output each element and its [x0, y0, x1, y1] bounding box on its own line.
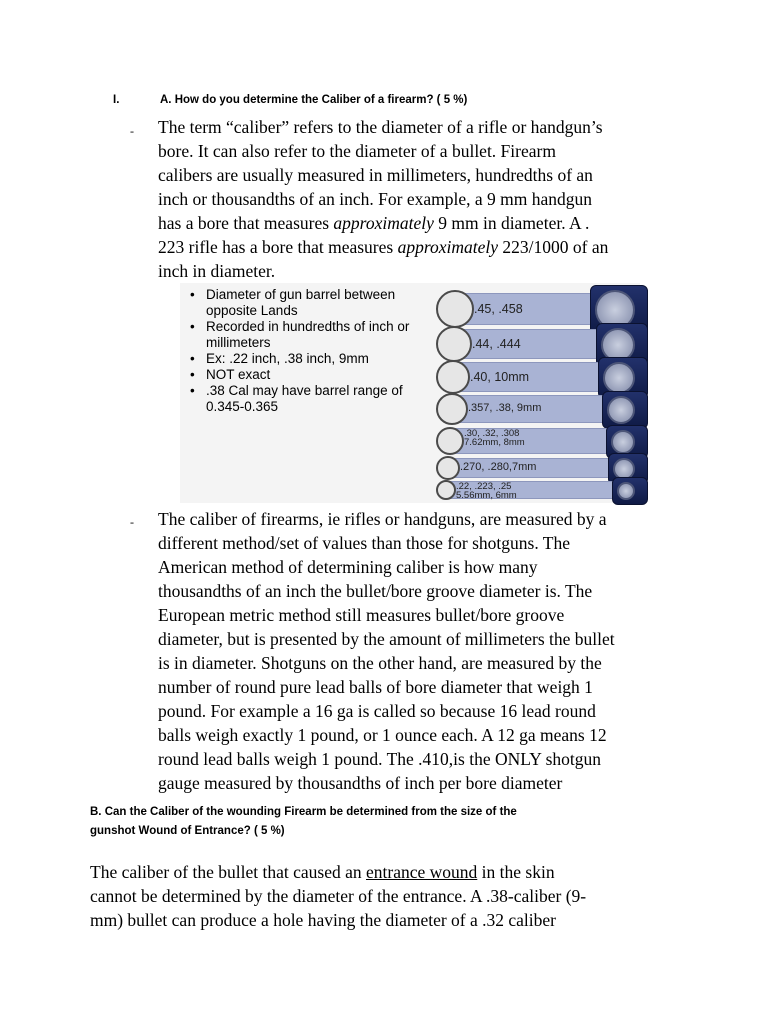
bullet-diameter-circle [436, 480, 456, 500]
paragraph-line: balls weigh exactly 1 pound, or 1 ounce each. A 12 ga means 12 [158, 725, 607, 745]
caliber-row [436, 458, 636, 478]
bullet-diameter-circle [436, 360, 470, 394]
gun-barrel-icon [602, 391, 648, 429]
caliber-methods-paragraph [158, 507, 698, 795]
barrel-bore-icon [611, 430, 635, 454]
caliber-label: .40, 10mm [470, 370, 530, 384]
paragraph-line: calibers are usually measured in millimeters, hundredths of an [158, 165, 593, 185]
caliber-label: .22, .223, .25 5.56mm, 6mm [456, 481, 517, 501]
bullet-diameter-circle [436, 326, 472, 362]
section-number: I. [113, 94, 120, 106]
caliber-label: .270, .280,7mm [460, 461, 537, 473]
wound-paragraph-line: mm) bullet can produce a hole having the diameter of a .32 caliber [90, 910, 556, 930]
paragraph-line: diameter, but is presented by the amount of millimeters the bullet [158, 629, 615, 649]
paragraph-line: The caliber of firearms, ie rifles or handguns, are measured by a [158, 509, 607, 529]
bullet-diameter-circle [436, 290, 474, 328]
caliber-definition-paragraph [158, 115, 698, 283]
paragraph-line: The term “caliber” refers to the diameter of a rifle or handgun’s [158, 117, 603, 137]
caliber-bullet-list [184, 287, 432, 415]
question-b-heading-line2: gunshot Wound of Entrance? ( 5 %) [90, 825, 285, 837]
caliber-bullet-item: • NOT exact [184, 367, 432, 383]
caliber-diagram [180, 283, 640, 503]
caliber-row [436, 481, 636, 499]
entrance-wound-link[interactable]: entrance wound [366, 862, 478, 882]
paragraph-line: bore. It can also refer to the diameter of a bullet. Firearm [158, 141, 556, 161]
caliber-bullet-item: • Recorded in hundredths of inch or millimeters [184, 319, 432, 351]
paragraph-line: gauge measured by thousandths of inch per bore diameter [158, 773, 563, 793]
paragraph-line: different method/set of values than those for shotguns. The [158, 533, 570, 553]
list-marker: - [130, 124, 134, 138]
paragraph-line: thousandths of an inch the bullet/bore groove diameter is. The [158, 581, 593, 601]
wound-paragraph-line: The caliber of the bullet that caused an entrance wound in the skin [90, 862, 555, 882]
bullet-diameter-circle [436, 427, 464, 455]
caliber-row [436, 329, 636, 359]
paragraph-line: number of round pure lead balls of bore diameter that weigh 1 [158, 677, 593, 697]
caliber-row [436, 362, 636, 392]
paragraph-line: American method of determining caliber is how many [158, 557, 538, 577]
barrel-bore-icon [603, 362, 635, 394]
caliber-row [436, 293, 636, 325]
wound-paragraph-line: cannot be determined by the diameter of the entrance. A .38-caliber (9- [90, 886, 587, 906]
caliber-row [436, 428, 636, 454]
barrel-bore-icon [607, 396, 635, 424]
barrel-bore-icon [617, 482, 635, 500]
paragraph-line: inch or thousandths of an inch. For example, a 9 mm handgun [158, 189, 593, 209]
paragraph-line: pound. For example a 16 ga is called so because 16 lead round [158, 701, 596, 721]
paragraph-line: round lead balls weigh 1 pound. The .410,is the ONLY shotgun [158, 749, 601, 769]
bullet-diameter-circle [436, 393, 468, 425]
paragraph-line: European metric method still measures bullet/bore groove [158, 605, 565, 625]
caliber-label: .45, .458 [474, 302, 523, 316]
caliber-label: .357, .38, 9mm [468, 402, 542, 414]
paragraph-line: inch in diameter. [158, 261, 276, 281]
paragraph-line: is in diameter. Shotguns on the other hand, are measured by the [158, 653, 602, 673]
caliber-bullet-item: • .38 Cal may have barrel range of 0.345-0.365 [184, 383, 432, 415]
caliber-label: .44, .444 [472, 337, 521, 351]
paragraph-line: has a bore that measures approximately 9 mm in diameter. A . [158, 213, 590, 233]
caliber-bullet-item: • Diameter of gun barrel between opposite Lands [184, 287, 432, 319]
list-marker: - [130, 515, 134, 529]
paragraph-line: 223 rifle has a bore that measures approximately 223/1000 of an [158, 237, 609, 257]
caliber-bullet-item: • Ex: .22 inch, .38 inch, 9mm [184, 351, 432, 367]
question-b-heading-line1: B. Can the Caliber of the wounding Firearm be determined from the size of the [90, 806, 517, 818]
caliber-label: .30, .32, .308 7.62mm, 8mm [464, 428, 525, 448]
caliber-row [436, 395, 636, 423]
gun-barrel-icon [612, 477, 648, 505]
question-a-heading: A. How do you determine the Caliber of a firearm? ( 5 %) [160, 94, 468, 106]
wound-caliber-paragraph [90, 860, 710, 932]
bullet-diameter-circle [436, 456, 460, 480]
